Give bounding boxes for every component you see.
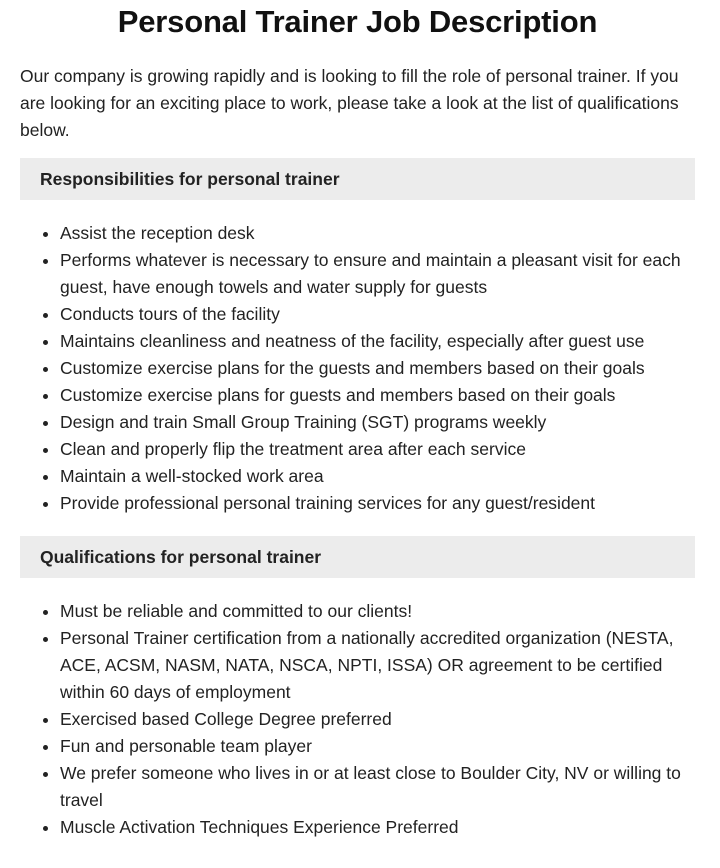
responsibilities-list — [20, 220, 695, 517]
list-item: Conducts tours of the facility — [20, 301, 695, 328]
list-item: Customize exercise plans for guests and members based on their goals — [20, 382, 695, 409]
section-spacer — [20, 517, 695, 522]
list-item: Must be reliable and committed to our clients! — [20, 598, 695, 625]
list-item: Exercised based College Degree preferred — [20, 706, 695, 733]
list-item: Maintains cleanliness and neatness of the facility, especially after guest use — [20, 328, 695, 355]
list-item: Performs whatever is necessary to ensure and maintain a pleasant visit for each guest, have enough towels and water supply for guests — [20, 247, 695, 301]
qualifications-heading: Qualifications for personal trainer — [20, 536, 695, 578]
list-item: Maintain a well-stocked work area — [20, 463, 695, 490]
list-item: Personal Trainer certification from a nationally accredited organization (NESTA, ACE, ACSM, NASM, NATA, NSCA, NPTI, ISSA) OR agreement to be certified within 60 days of employment — [20, 625, 695, 706]
page-title: Personal Trainer Job Description — [117, 4, 598, 39]
list-item: Fun and personable team player — [20, 733, 695, 760]
intro-paragraph: Our company is growing rapidly and is looking to fill the role of personal trainer. If you are looking for an exciting place to work, please take a look at the list of qualifications below. — [20, 66, 679, 140]
list-item: Clean and properly flip the treatment area after each service — [20, 436, 695, 463]
list-item: Customize exercise plans for the guests and members based on their goals — [20, 355, 695, 382]
list-item: Muscle Activation Techniques Experience Preferred — [20, 814, 695, 841]
list-item: Provide professional personal training services for any guest/resident — [20, 490, 695, 517]
responsibilities-heading: Responsibilities for personal trainer — [20, 158, 695, 200]
list-item: We prefer someone who lives in or at least close to Boulder City, NV or willing to travel — [20, 760, 695, 814]
qualifications-list — [20, 598, 695, 841]
list-item: Assist the reception desk — [20, 220, 695, 247]
list-item: Design and train Small Group Training (SGT) programs weekly — [20, 409, 695, 436]
